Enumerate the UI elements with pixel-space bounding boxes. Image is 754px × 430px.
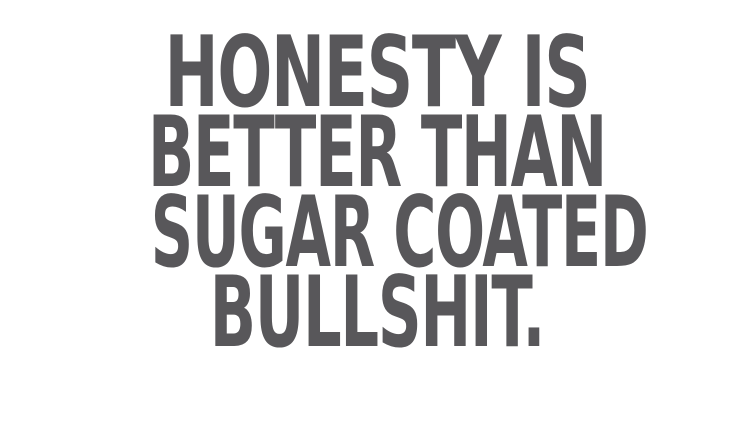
quote-text (0, 16, 754, 370)
quote-line-1: HONESTY IS (164, 16, 590, 130)
quote-line-2: BETTER THAN (147, 96, 607, 210)
quote-line-4: BULLSHIT. (209, 256, 545, 370)
quote-line-3: SUGAR COATED (150, 176, 648, 290)
